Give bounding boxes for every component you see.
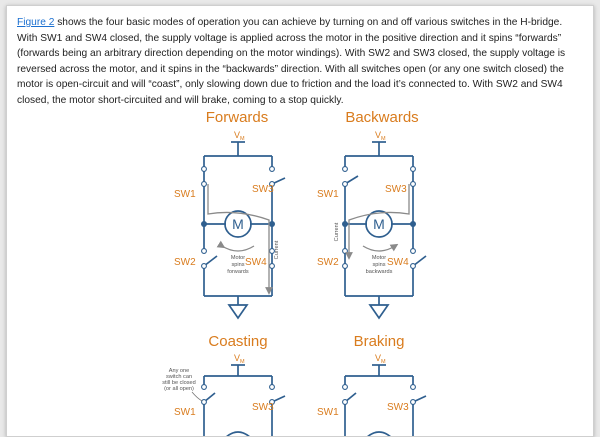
svg-text:Motor: Motor [230,255,246,261]
svg-text:SW3: SW3 [385,184,407,195]
svg-text:SW2: SW2 [317,257,339,268]
motor-symbol-partial [366,432,392,436]
article-card [6,5,594,437]
svg-text:still be closed: still be closed [162,380,196,386]
mode-forwards [174,109,285,318]
spin-arrow [363,246,395,251]
svg-text:SW1: SW1 [174,189,196,200]
svg-text:SW1: SW1 [317,189,339,200]
svg-text:spins: spins [372,262,386,268]
supply-label: $V_M$ [234,130,245,142]
svg-text:Current: Current [334,222,340,242]
h-bridge-figure [7,6,593,436]
mode-title: Forwards [205,109,269,126]
svg-text:(or all open): (or all open) [164,386,194,392]
svg-text:forwards: forwards [227,269,249,275]
paragraph-body: shows the four basic modes of operation you can achieve by turning on and off various switches in the H-bridge. With SW1 and SW4 closed, the supply voltage is applied across the motor in the positive direction and it spins “forwards” (forwards being an arbitrary direction depending on the motor windings). With SW2 and SW3 closed, the supply voltage is reversed across the motor, and it spins in the “backwards” direction. With all switches open (or any one switch closed) the motor is open-circuit and will “coast”, only slowing down due to friction and the load it’s connected to. With SW2 and SW4 closed, the motor short-circuited and will brake, coming to a stop quickly. [17,17,566,106]
spin-arrow [222,246,254,251]
svg-text:Current: Current [274,240,280,260]
svg-text:Motor: Motor [371,255,387,261]
svg-text:SW3: SW3 [387,402,409,413]
mode-backwards [317,109,426,318]
svg-text:SW4: SW4 [387,257,409,268]
svg-text:SW1: SW1 [317,407,339,418]
svg-text:spins: spins [231,262,245,268]
svg-text:M: M [232,216,244,232]
svg-text:backwards: backwards [365,269,393,275]
mode-coasting [162,333,285,436]
svg-text:SW3: SW3 [252,402,274,413]
mode-title: Backwards [345,109,419,126]
svg-text:SW1: SW1 [174,407,196,418]
figure-2-link[interactable]: Figure 2 [17,17,55,28]
supply-label: $V_M$ [234,353,245,365]
motor-symbol-partial [225,432,251,436]
supply-label: $V_M$ [375,130,386,142]
svg-text:Any one: Any one [168,368,190,374]
mode-title: Coasting [208,333,268,350]
svg-text:M: M [373,216,385,232]
svg-text:switch can: switch can [165,374,193,380]
mode-title: Braking [353,333,405,350]
svg-text:SW4: SW4 [245,257,267,268]
svg-text:SW3: SW3 [252,184,274,195]
svg-text:SW2: SW2 [174,257,196,268]
supply-label: $V_M$ [375,353,386,365]
mode-braking [317,333,426,436]
